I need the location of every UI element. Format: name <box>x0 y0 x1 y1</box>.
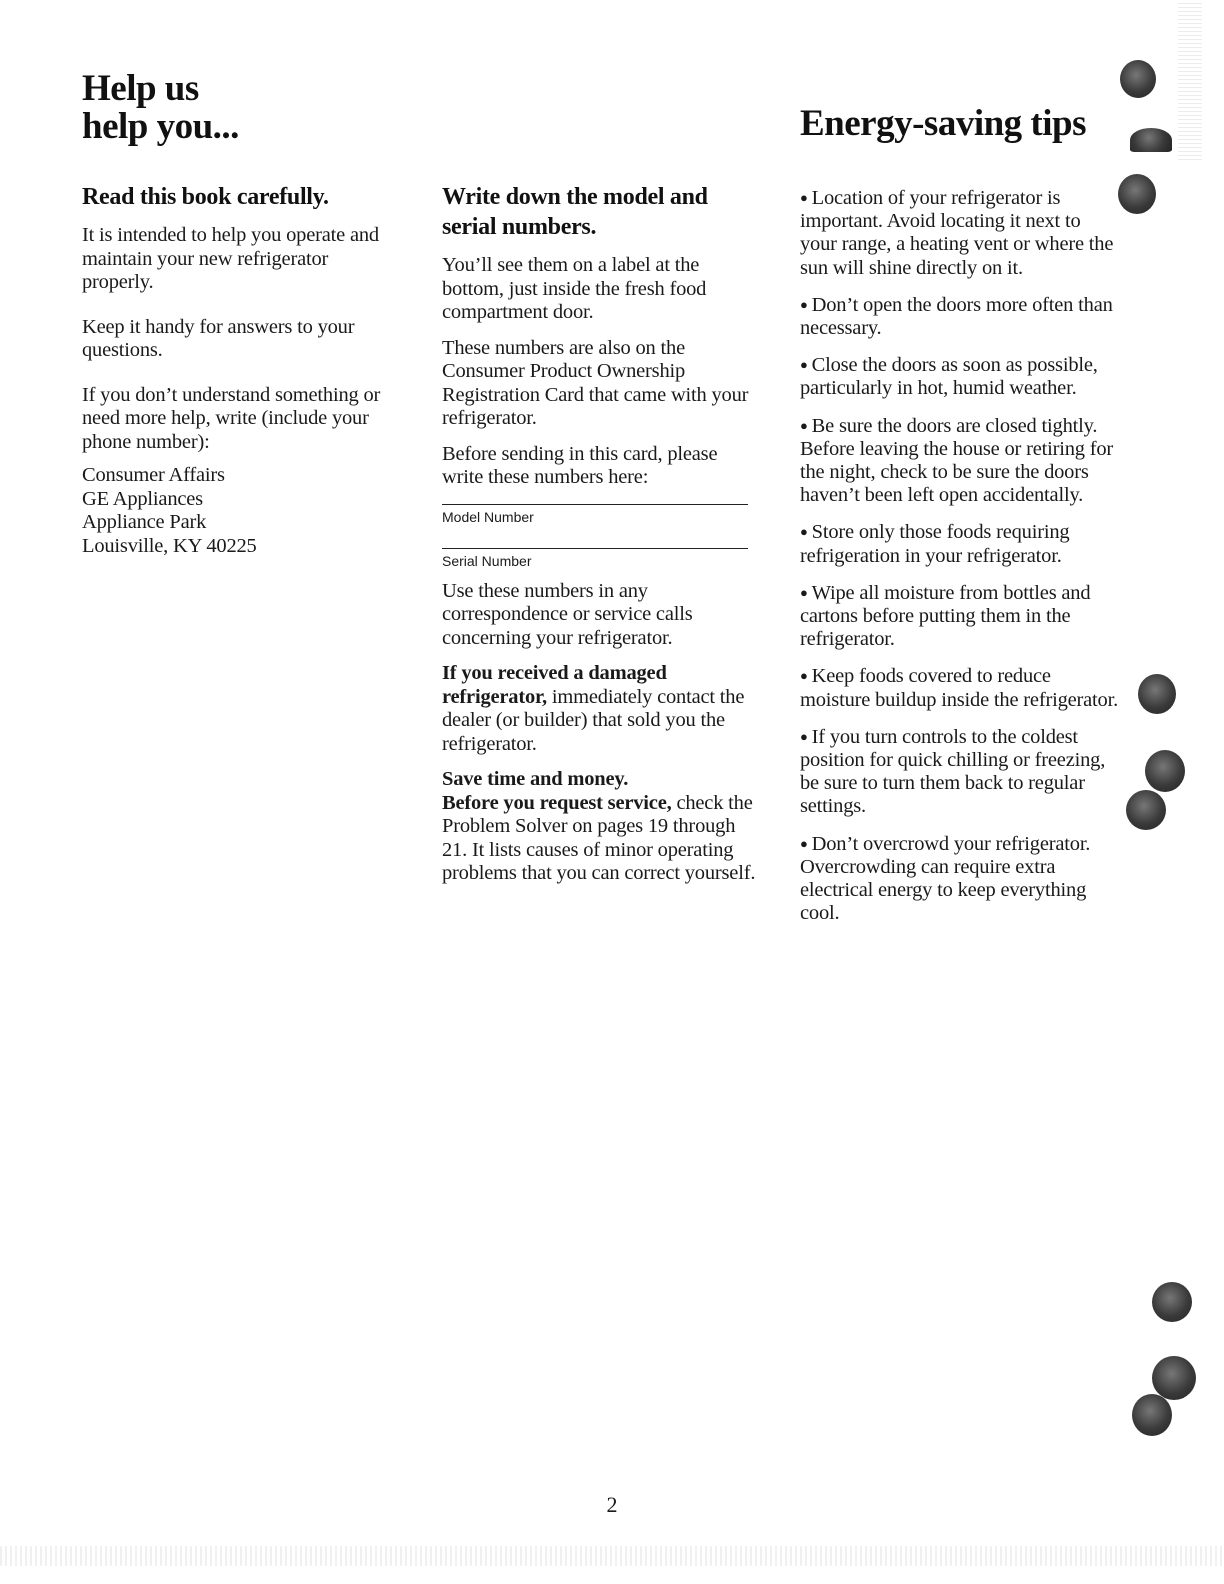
binder-hole-icon <box>1120 60 1156 98</box>
write-numbers-paragraph: Before sending in this card, please write these numbers here: <box>442 442 718 488</box>
serial-number-line <box>442 548 748 549</box>
keep-handy-paragraph: Keep it handy for answers to your questions. <box>82 315 355 361</box>
binder-hole-icon <box>1145 750 1185 792</box>
bullet-icon: ● <box>800 584 808 600</box>
binder-hole-icon <box>1132 1394 1172 1436</box>
read-book-heading: Read this book carefully. <box>82 184 329 210</box>
service-text: check the Problem Solver on pages 19 through 21. It lists causes of minor operating problems that you can correct yourself. <box>442 791 756 884</box>
model-number-line <box>442 504 748 505</box>
binder-hole-icon <box>1138 674 1176 714</box>
damaged-text: immediately contact the dealer (or builder) that sold you the refrigerator. <box>442 685 745 755</box>
page-number: 2 <box>606 1492 618 1517</box>
bullet-icon: ● <box>800 728 808 744</box>
page-title-line1: Help us <box>82 68 199 109</box>
energy-tip-text: Close the doors as soon as possible, particularly in hot, humid weather. <box>800 354 1098 400</box>
bullet-icon: ● <box>800 190 808 205</box>
energy-tip-text: Be sure the doors are closed tightly. Before leaving the house or retiring for the night, check to be sure the doors haven’t been left open accidentally. <box>800 414 1114 507</box>
bullet-icon: ● <box>800 357 808 373</box>
energy-tip <box>800 520 1118 567</box>
energy-tip-text: Don’t overcrowd your refrigerator. Overcrowding can require extra electrical energy to keep everything cool. <box>800 832 1091 925</box>
bullet-icon: ● <box>800 417 808 433</box>
damaged-paragraph <box>442 662 762 756</box>
page-title <box>82 70 422 146</box>
energy-section-title: Energy-saving tips <box>800 103 1087 144</box>
energy-tip-text: Location of your refrigerator is important. Avoid locating it next to your range, a heating vent or where the sun will shine directly on it. <box>800 187 1114 279</box>
address-line: Louisville, KY 40225 <box>82 534 257 557</box>
energy-tip-text: Wipe all moisture from bottles and cartons before putting them in the refrigerator. <box>800 581 1091 651</box>
address-line: GE Appliances <box>82 487 203 510</box>
energy-tip <box>800 186 1118 280</box>
energy-tip <box>800 832 1118 926</box>
mailing-address <box>82 464 392 558</box>
energy-tip <box>800 293 1118 340</box>
intro-paragraph: It is intended to help you operate and maintain your new refrigerator properly. <box>82 224 379 293</box>
energy-tips-list <box>800 186 1118 938</box>
binder-hole-icon <box>1126 790 1166 830</box>
address-line: Appliance Park <box>82 511 207 533</box>
registration-card-paragraph: These numbers are also on the Consumer Product Ownership Registration Card that came with your refrigerator. <box>442 336 749 429</box>
middle-column <box>442 182 762 898</box>
binder-hole-icon <box>1118 174 1156 214</box>
page-title-line2: help you... <box>82 106 239 147</box>
binder-hole-icon <box>1130 128 1172 152</box>
serial-number-label: Serial Number <box>442 552 532 569</box>
label-location-paragraph: You’ll see them on a label at the bottom, just inside the fresh food compartment door. <box>442 254 707 323</box>
bullet-icon: ● <box>800 835 808 851</box>
energy-tip <box>800 414 1118 508</box>
model-number-label: Model Number <box>442 508 534 525</box>
bullet-icon: ● <box>800 668 808 684</box>
model-serial-heading: Write down the model and serial numbers. <box>442 184 708 240</box>
address-line: Consumer Affairs <box>82 464 225 486</box>
binder-hole-icon <box>1152 1282 1192 1322</box>
energy-tip-text: If you turn controls to the coldest position for quick chilling or freezing, be sure to turn them back to regular settings. <box>800 725 1106 818</box>
scan-bottom-artifact <box>0 1546 1224 1566</box>
energy-tip <box>800 725 1118 819</box>
energy-tip-text: Store only those foods requiring refrigeration in your refrigerator. <box>800 521 1070 567</box>
service-lead: Before you request service, <box>442 791 672 814</box>
energy-tip-text: Don’t open the doors more often than necessary. <box>800 293 1113 340</box>
model-number-field[interactable] <box>442 504 748 526</box>
help-paragraph: If you don’t understand something or need more help, write (include your phone number): <box>82 383 381 453</box>
serial-number-field[interactable] <box>442 548 748 570</box>
energy-tip <box>800 353 1118 400</box>
left-column <box>82 182 392 558</box>
damaged-lead: If you received a damaged refrigerator, <box>442 662 667 708</box>
energy-tip <box>800 664 1118 711</box>
energy-tip <box>800 581 1118 652</box>
use-numbers-paragraph: Use these numbers in any correspondence or service calls concerning your refrigerator. <box>442 579 693 649</box>
save-time-heading: Save time and money. <box>442 768 629 790</box>
bullet-icon: ● <box>800 296 808 312</box>
binder-hole-icon <box>1152 1356 1196 1400</box>
bullet-icon: ● <box>800 524 808 540</box>
scan-edge-artifact <box>1178 0 1202 160</box>
service-paragraph <box>442 792 762 886</box>
energy-tip-text: Keep foods covered to reduce moisture buildup inside the refrigerator. <box>800 665 1119 711</box>
